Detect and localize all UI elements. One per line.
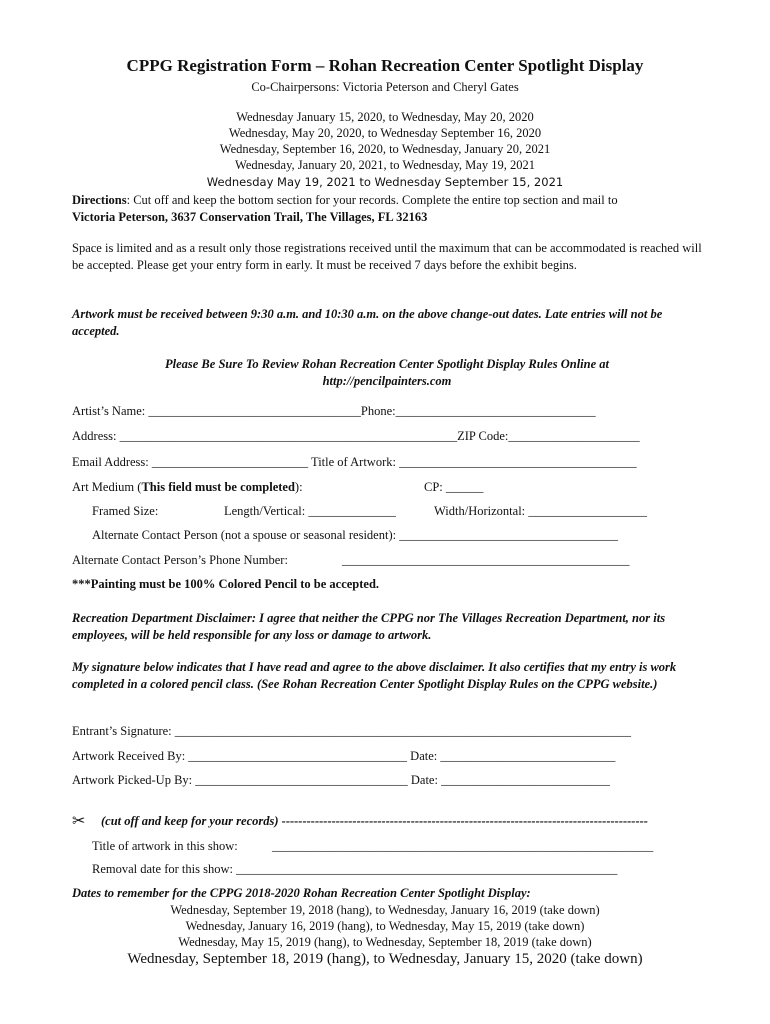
directions-label: Directions xyxy=(72,193,127,207)
artwork-notice: Artwork must be received between 9:30 a.m. and 10:30 a.m. on the above change-out dates. Late entries will not be accepted. xyxy=(72,307,663,338)
entrant-signature-field[interactable]: Entrant’s Signature: _________________________________________________________________________ xyxy=(72,724,632,738)
scissors-icon: ✂ xyxy=(72,811,86,830)
remember-date-4: Wednesday, September 18, 2019 (hang), to Wednesday, January 15, 2020 (take down) xyxy=(127,951,643,967)
required-note: This field must be completed xyxy=(141,480,295,494)
address-field[interactable]: Address: ______________________________________________________ZIP Code:_____________________ xyxy=(72,429,640,443)
cp-field[interactable]: CP: ______ xyxy=(424,480,484,494)
page-title: CPPG Registration Form – Rohan Recreation Center Spotlight Display xyxy=(126,56,644,75)
alt-phone-field[interactable]: ______________________________________________ xyxy=(342,553,630,567)
mailing-address: Victoria Peterson, 3637 Conservation Trail, The Villages, FL 32163 xyxy=(72,209,428,224)
length-field[interactable]: Length/Vertical: ______________ xyxy=(224,504,396,518)
removal-date-field[interactable]: Removal date for this show: _____________________________________________________________ xyxy=(92,862,618,876)
alt-phone-label: Alternate Contact Person’s Phone Number: xyxy=(72,553,288,567)
alt-contact-field[interactable]: Alternate Contact Person (not a spouse or seasonal resident): ___________________________________ xyxy=(92,528,618,542)
art-medium-suffix: ): xyxy=(294,480,303,494)
cochairs: Co-Chairpersons: Victoria Peterson and Cheryl Gates xyxy=(251,80,519,94)
exhibit-date-5: Wednesday May 19, 2021 to Wednesday September 15, 2021 xyxy=(206,175,564,189)
artist-name-field[interactable]: Artist’s Name: __________________________________Phone:________________________________ xyxy=(72,404,596,418)
artwork-title-field[interactable]: _____________________________________________________________ xyxy=(272,839,654,853)
exhibit-date-4: Wednesday, January 20, 2021, to Wednesday, May 19, 2021 xyxy=(235,158,535,172)
directions xyxy=(72,192,702,225)
colored-pencil-note: ***Painting must be 100% Colored Pencil to be accepted. xyxy=(72,577,380,591)
rules-url: http://pencilpainters.com xyxy=(322,373,452,388)
artwork-picked-up-field[interactable]: Artwork Picked-Up By: __________________________________ Date: ___________________________ xyxy=(72,773,610,787)
email-field[interactable]: Email Address: _________________________ Title of Artwork: ______________________________________ xyxy=(72,455,637,469)
directions-text: : Cut off and keep the bottom section for your records. Complete the entire top section and mail to xyxy=(126,193,618,207)
art-medium-prefix: Art Medium ( xyxy=(72,480,142,494)
artwork-title-label: Title of artwork in this show: xyxy=(92,839,238,853)
artwork-received-field[interactable]: Artwork Received By: ___________________________________ Date: ____________________________ xyxy=(72,749,616,763)
remember-heading: Dates to remember for the CPPG 2018-2020 Rohan Recreation Center Spotlight Display: xyxy=(72,886,531,900)
exhibit-date-1: Wednesday January 15, 2020, to Wednesday, May 20, 2020 xyxy=(236,110,534,124)
width-field[interactable]: Width/Horizontal: ___________________ xyxy=(434,504,648,518)
disclaimer: Recreation Department Disclaimer: I agree that neither the CPPG nor The Villages Recreation Department, nor its employees, will be held responsible for any loss or damage to artwork. xyxy=(72,611,666,642)
cutoff-line: (cut off and keep for your records) ---------------------------------------------------------------------------------------- xyxy=(101,814,648,828)
art-medium-label xyxy=(72,480,303,495)
remember-date-2: Wednesday, January 16, 2019 (hang), to Wednesday, May 15, 2019 (take down) xyxy=(185,919,585,933)
exhibit-date-2: Wednesday, May 20, 2020, to Wednesday September 16, 2020 xyxy=(228,126,542,140)
remember-date-1: Wednesday, September 19, 2018 (hang), to Wednesday, January 16, 2019 (take down) xyxy=(170,903,600,917)
signature-notice: My signature below indicates that I have read and agree to the above disclaimer. It also certifies that my entry is work completed in a colored pencil class. (See Rohan Recreation Center Spotlight Display Rules on the CPPG website.) xyxy=(72,660,677,691)
rules-notice xyxy=(72,356,702,389)
framed-size-label: Framed Size: xyxy=(92,504,159,518)
rules-notice-line1: Please Be Sure To Review Rohan Recreation Center Spotlight Display Rules Online at xyxy=(164,357,609,371)
space-notice: Space is limited and as a result only those registrations received until the maximum that can be accommodated is reached will be accepted. Please get your entry form in early. It must be received 7 days before the exhibit begins. xyxy=(72,241,702,272)
exhibit-date-3: Wednesday, September 16, 2020, to Wednesday, January 20, 2021 xyxy=(219,142,551,156)
remember-date-3: Wednesday, May 15, 2019 (hang), to Wednesday, September 18, 2019 (take down) xyxy=(178,935,592,949)
